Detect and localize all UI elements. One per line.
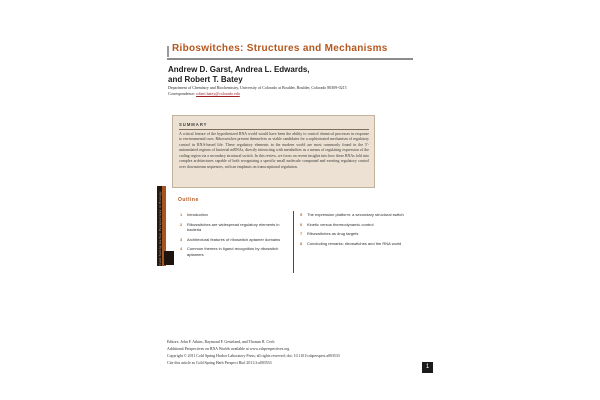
- journal-banner-end-cap: [164, 251, 174, 265]
- outline-item-number: 1: [180, 212, 183, 217]
- summary-abstract-text: A critical feature of the hypothesized RNA world would have been the ability to control chemical processes in response to environmental cues. Riboswitches present themselves as viable candidates for a sophisticated mechanism of regulatory control in RNA-based life. These regulatory elements in the modern world are most commonly found in the 5'-untranslated regions of bacterial mRNAs, directly interacting with metabolites as a means of regulating expression of the coding region via a secondary structural switch. In this review, we focus on recent insights into how these RNAs fold into complex architectures capable of both recognizing a specific small molecule compound and exerting regulatory control over downstream sequences, with an emphasis on transcriptional regulation.: [179, 132, 369, 169]
- page-title: Riboswitches: Structures and Mechanisms: [172, 43, 388, 54]
- outline-item-label: Concluding remarks: riboswitches and the RNA world: [307, 241, 402, 247]
- outline-column-divider: [293, 211, 294, 273]
- outline-item-label: Riboswitches as drug targets: [307, 231, 359, 237]
- affiliation-text: Department of Chemistry and Biochemistry, University of Colorado at Boulder, Boulder, Colorado 80309-0215: [168, 85, 347, 90]
- outline-item-label: Introduction: [187, 212, 208, 217]
- correspondence-line: [168, 91, 414, 96]
- outline-item[interactable]: [180, 237, 288, 242]
- title-rule: [167, 58, 413, 60]
- outline-item[interactable]: [300, 212, 406, 217]
- outline-item-number: 4: [180, 246, 183, 252]
- summary-heading: SUMMARY: [179, 122, 208, 127]
- outline-item-label: Common themes in ligand recognition by riboswitch aptamers: [187, 246, 279, 257]
- outline-item-number: 5: [300, 212, 303, 217]
- outline-heading: Outline: [178, 197, 199, 203]
- outline-right-column: [300, 212, 406, 251]
- footer-citation-line: Cite this article as Cold Spring Harb Perspect Biol 2011;3:a003533: [167, 361, 272, 366]
- outline-item-label: Kinetic versus thermodynamic control: [307, 221, 374, 227]
- correspondence-label: Correspondence:: [168, 90, 196, 96]
- outline-item-number: 7: [300, 231, 303, 237]
- outline-item[interactable]: [180, 212, 288, 217]
- correspondence-email-link[interactable]: robert.batey@colorado.edu: [196, 90, 240, 96]
- outline-left-column: [180, 212, 288, 261]
- outline-item-label: The expression platform: a secondary structural switch: [307, 212, 404, 217]
- footer-copyright-line: Copyright © 2011 Cold Spring Harbor Laboratory Press; all rights reserved; doi: 10.1101/cshperspect.a003533: [167, 354, 340, 359]
- journal-name-vertical: Cold Spring Harbor Perspectives in Biology: [157, 190, 162, 265]
- footer-perspectives-link-line[interactable]: Additional Perspectives on RNA Worlds available at www.cshperspectives.org: [167, 347, 290, 352]
- page-number-badge: 1: [422, 362, 433, 373]
- outline-item[interactable]: [180, 222, 288, 232]
- summary-heading-rule: [179, 129, 369, 130]
- outline-item-number: 3: [180, 236, 183, 242]
- page-footer: [167, 339, 417, 367]
- outline-item[interactable]: [300, 241, 406, 246]
- outline-item-number: 6: [300, 221, 303, 227]
- title-tick-mark: [167, 46, 169, 57]
- summary-box: [172, 115, 375, 188]
- author-line-2: and Robert T. Batey: [168, 74, 243, 84]
- author-line-1: Andrew D. Garst, Andrea L. Edwards,: [168, 65, 310, 74]
- outline-item-label: Architectural features of riboswitch aptamer domains: [187, 236, 281, 242]
- outline-item[interactable]: [180, 246, 288, 256]
- footer-editors-line: Editors: John F. Atkins, Raymond F. Gesteland, and Thomas R. Cech: [167, 340, 275, 344]
- outline-item[interactable]: [300, 231, 406, 236]
- outline-item-number: 8: [300, 241, 303, 247]
- author-list: [168, 65, 414, 84]
- outline-item[interactable]: [300, 222, 406, 227]
- outline-item-number: 2: [180, 221, 183, 227]
- outline-item-label: Riboswitches are widespread regulatory elements in bacteria: [187, 221, 280, 232]
